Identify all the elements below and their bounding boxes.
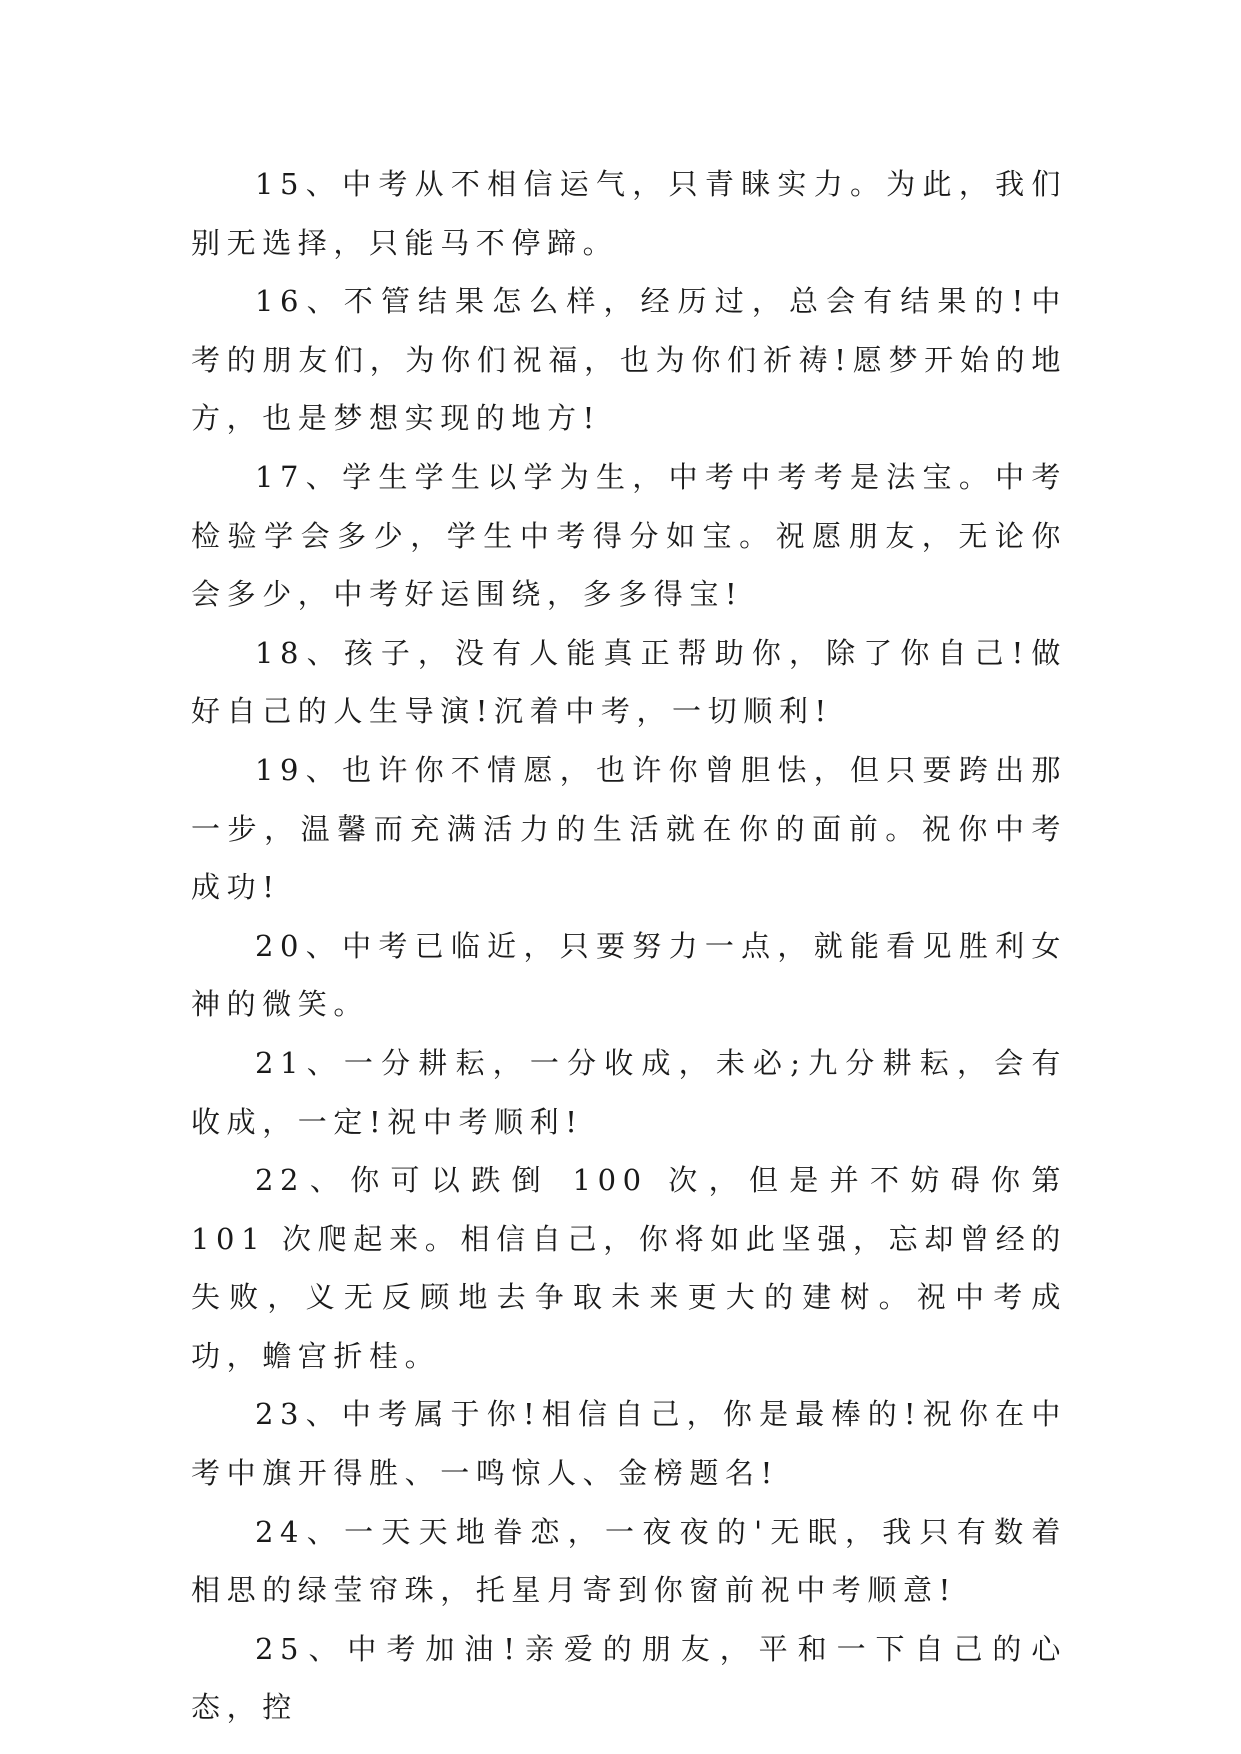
paragraph-18: 18、孩子，没有人能真正帮助你，除了你自己!做好自己的人生导演!沉着中考，一切顺利! xyxy=(191,635,1067,729)
paragraph-23: 23、中考属于你!相信自己，你是最棒的!祝你在中考中旗开得胜、一鸣惊人、金榜题名! xyxy=(191,1397,1067,1491)
paragraph-16: 16、不管结果怎么样，经历过，总会有结果的!中考的朋友们，为你们祝福，也为你们祈祷!愿梦开始的地方，也是梦想实现的地方! xyxy=(191,284,1067,436)
document-body xyxy=(191,155,1067,1737)
paragraph-24: 24、一天天地眷恋，一夜夜的'无眠，我只有数着相思的绿莹帘珠，托星月寄到你窗前祝中考顺意! xyxy=(191,1514,1067,1608)
paragraph-25: 25、中考加油!亲爱的朋友，平和一下自己的心态，控 xyxy=(191,1631,1067,1725)
paragraph-15: 15、中考从不相信运气，只青睐实力。为此，我们别无选择，只能马不停蹄。 xyxy=(191,167,1067,260)
paragraph-22: 22、你可以跌倒 100 次，但是并不妨碍你第 101 次爬起来。相信自己，你将如此坚强，忘却曾经的失败，义无反顾地去争取未来更大的建树。祝中考成功，蟾宫折桂。 xyxy=(191,1163,1067,1373)
paragraph-17: 17、学生学生以学为生，中考中考考是法宝。中考检验学会多少，学生中考得分如宝。祝愿朋友，无论你会多少，中考好运围绕，多多得宝! xyxy=(191,459,1067,612)
paragraph-21: 21、一分耕耘，一分收成，未必;九分耕耘，会有收成，一定!祝中考顺利! xyxy=(191,1045,1067,1139)
paragraph-20: 20、中考已临近，只要努力一点，就能看见胜利女神的微笑。 xyxy=(191,928,1067,1022)
paragraph-19: 19、也许你不情愿，也许你曾胆怯，但只要跨出那一步，温馨而充满活力的生活就在你的面前。祝你中考成功! xyxy=(191,752,1067,905)
